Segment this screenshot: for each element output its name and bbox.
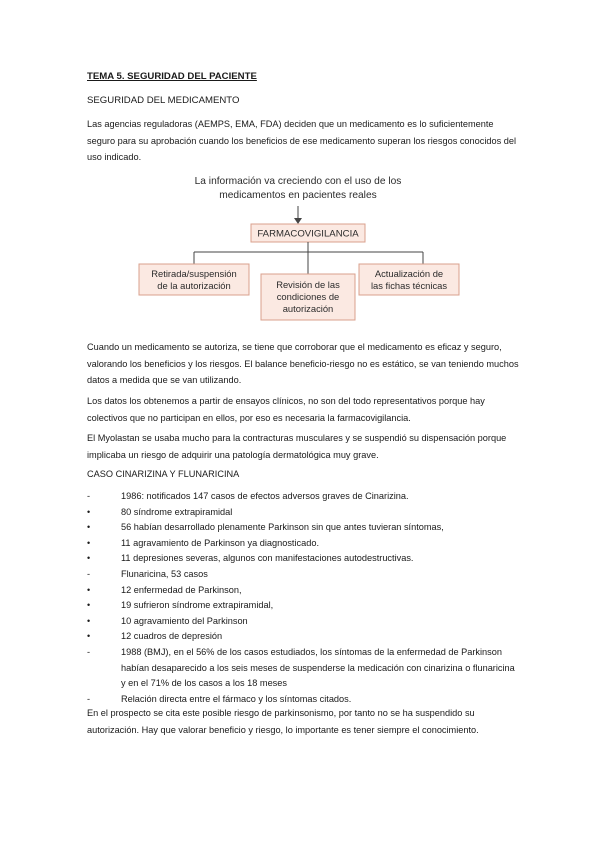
case-title: CASO CINARIZINA Y FLUNARICINA <box>87 469 240 479</box>
conclusion-paragraph: En el prospecto se cita este posible riesgo de parkinsonismo, por tanto no se ha suspendido su autorización. Hay que valorar beneficio y riesgo, lo importante es tener siempre el conocimiento. <box>87 708 479 735</box>
list-item-text: 56 habían desarrollado plenamente Parkinson sin que antes tuvieran síntomas, <box>121 522 444 533</box>
list-item-text: Relación directa entre el fármaco y los síntomas citados. <box>121 693 352 704</box>
case-list <box>87 489 519 707</box>
list-item-text: 1988 (BMJ), en el 56% de los casos estudiados, los síntomas de la enfermedad de Parkinson habían desaparecido a los seis meses de suspenderse la medicación con cinarizina o flunaricina y en el 71% de los casos a los 18 meses <box>121 646 515 689</box>
page-title: TEMA 5. SEGURIDAD DEL PACIENTE <box>87 71 257 82</box>
list-item <box>87 629 519 645</box>
left-box-line1: Retirada/suspensión <box>151 268 237 279</box>
bullet-marker: • <box>87 522 91 533</box>
diagram-svg <box>137 168 460 328</box>
authorization-paragraph: Cuando un medicamento se autoriza, se tiene que corroborar que el medicamento es eficaz y seguro, valorando los beneficios y los riesgos. El balance beneficio-riesgo no es estático, se van teniendo muchos datos a medida que se van utilizando. <box>87 342 519 386</box>
bullet-marker: • <box>87 537 91 548</box>
middle-box-line3: autorización <box>282 303 334 314</box>
myolastan-paragraph: El Myolastan se usaba mucho para la contracturas musculares y se suspendió su dispensación porque implicaba un riesgo de adquirir una patología dermatológica muy grave. <box>87 433 507 460</box>
intro-paragraph: Las agencias reguladoras (AEMPS, EMA, FDA) deciden que un medicamento es lo suficientemente seguro para su aprobación cuando los beneficios de ese medicamento superan los riesgos conocidos del uso indicado. <box>87 119 517 163</box>
list-item-text: 1986: notificados 147 casos de efectos adversos graves de Cinarizina. <box>121 491 409 501</box>
middle-box-line1: Revisión de las <box>276 279 340 290</box>
bullet-marker: • <box>87 600 91 611</box>
list-item-text: 10 agravamiento del Parkinson <box>121 615 248 626</box>
list-item-text: 19 sufrieron síndrome extrapiramidal, <box>121 600 274 611</box>
middle-box-line2: condiciones de <box>276 291 340 302</box>
list-item <box>87 614 519 630</box>
list-item <box>87 536 519 552</box>
dash-marker: - <box>87 491 91 501</box>
center-box-label: FARMACOVIGILANCIA <box>257 228 359 240</box>
list-item-text: 11 agravamiento de Parkinson ya diagnosticado. <box>121 537 319 548</box>
list-item-text: 11 depresiones severas, algunos con manifestaciones autodestructivas. <box>121 553 414 564</box>
bullet-marker: • <box>87 584 91 595</box>
list-item <box>87 520 519 536</box>
list-item <box>87 489 519 505</box>
list-item <box>87 583 519 599</box>
list-item-text: 12 enfermedad de Parkinson, <box>121 584 242 595</box>
bullet-marker: • <box>87 631 91 642</box>
arrow-head-top <box>294 218 302 224</box>
list-item <box>87 645 519 692</box>
list-item <box>87 567 519 583</box>
list-item <box>87 551 519 567</box>
right-box-line2: las fichas técnicas <box>370 280 448 291</box>
dash-marker: - <box>87 568 91 579</box>
left-box-line2: de la autorización <box>157 280 231 291</box>
dash-marker: - <box>87 646 91 657</box>
list-item-text: 12 cuadros de depresión <box>121 631 223 642</box>
list-item-text: 80 síndrome extrapiramidal <box>121 506 233 517</box>
bullet-marker: • <box>87 506 91 517</box>
diagram-heading-line2: medicamentos en pacientes reales <box>219 190 377 201</box>
bullet-marker: • <box>87 553 91 564</box>
dash-marker: - <box>87 693 91 704</box>
clinical-trials-paragraph: Los datos los obtenemos a partir de ensayos clínicos, no son del todo representativos porque hay colectivos que no participan en ellos, por eso es necesaria la farmacovigilancia. <box>87 396 485 423</box>
list-item <box>87 505 519 521</box>
list-item <box>87 598 519 614</box>
list-item-text: Flunaricina, 53 casos <box>121 568 208 579</box>
section-subtitle: SEGURIDAD DEL MEDICAMENTO <box>87 95 240 106</box>
diagram-heading-line1: La información va creciendo con el uso de los <box>194 176 402 187</box>
bullet-marker: • <box>87 615 91 626</box>
pharmacovigilance-diagram <box>137 168 460 328</box>
right-box-line1: Actualización de <box>374 268 444 279</box>
